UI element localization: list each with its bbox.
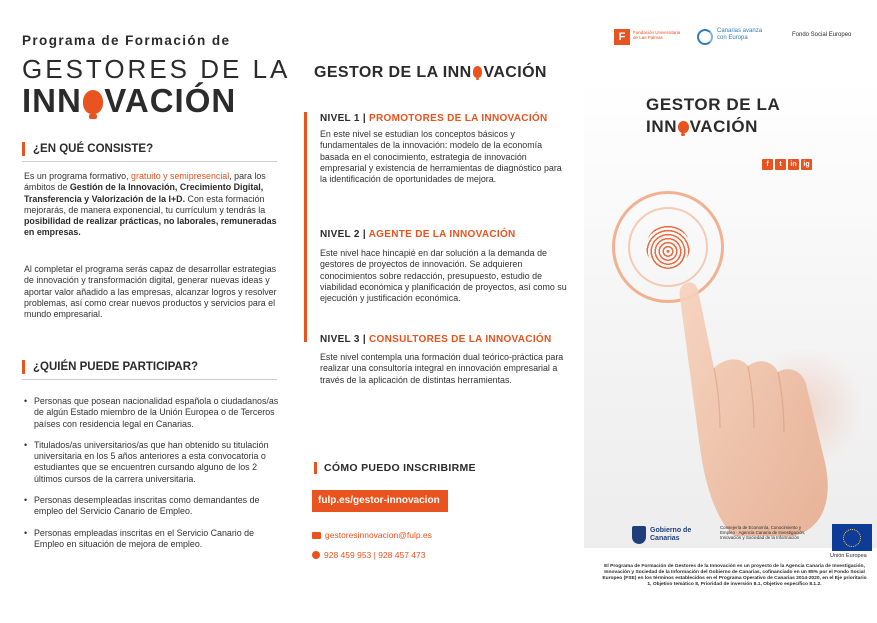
level-heading	[320, 334, 552, 345]
participants-list	[24, 396, 282, 560]
gestor-title	[314, 64, 547, 82]
fulp-logo-icon: F	[614, 29, 630, 45]
right-panel	[584, 0, 877, 623]
separator: |	[362, 229, 366, 240]
list-item: • Personas empleadas inscritas en el Servicio Canario de Empleo en situación de mejora de empleo.	[24, 528, 282, 551]
level-label: NIVEL 3	[320, 334, 360, 345]
social-icons	[762, 153, 814, 171]
outcomes-paragraph: Al completar el programa serás capaz de desarrollar estrategias de innovación y transformación digital, generar nuevas ideas y aportar valor añadido a las empresas, alcanzar logros y resolver problemas, así como crear nuevos productos y servicios para el mundo empresarial.	[24, 264, 277, 320]
canarias-circle-icon	[697, 29, 713, 45]
hand-illustration	[674, 278, 854, 538]
intro-text-2: , para los ámbitos de	[24, 171, 266, 193]
fingerprint-icon	[646, 225, 690, 269]
big-title-line1: GESTORES DE LA	[22, 54, 291, 84]
hero-title-line2	[646, 116, 780, 138]
big-title-part-b: VACIÓN	[104, 82, 237, 119]
level-label: NIVEL 1	[320, 113, 360, 124]
list-item: • Titulados/as universitarios/as que han obtenido su titulación universitaria en los 5 años anteriores a esta convocatoria o estudiantes que se encuentren cursando alguno de los 2 últimos cursos de la carrera universitaria.	[24, 440, 282, 485]
level-name: AGENTE DE LA INNOVACIÓN	[368, 229, 516, 240]
section-divider	[22, 379, 277, 380]
big-title-line2	[22, 83, 236, 119]
level-description: En este nivel se estudian los conceptos básicos y fundamentales de la innovación: modelo de la economía basada en el conocimiento, estrategia de innovación empresarial y existencia de herramientas de diagnóstico para la identificación de oportunidades de mejora.	[320, 129, 562, 185]
canarias-avanza-logo	[697, 27, 767, 49]
gobierno-canarias-shield-icon	[632, 526, 646, 544]
intro-highlight: gratuito y semipresencial	[131, 171, 230, 181]
gestor-title-b: VACIÓN	[483, 64, 547, 81]
eu-flag-icon	[832, 524, 872, 551]
hero-title-part-a: INN	[646, 117, 678, 136]
intro-bold: Gestión de la Innovación, Crecimiento Digital, Transferencia y Valorización de la I+D.	[24, 182, 264, 204]
list-item: • Personas desempleadas inscritas como demandantes de empleo del Servicio Canario de Empleo.	[24, 495, 282, 518]
lightbulb-icon	[678, 121, 689, 133]
phone-contact[interactable]	[312, 550, 425, 560]
middle-panel	[292, 0, 584, 623]
intro-text-1: Es un programa formativo,	[24, 171, 132, 181]
canarias-logo-text: Canarias avanza con Europa	[717, 28, 763, 41]
consejeria-text: Consejería de Economía, Conocimiento y Empleo · Agencia Canaria de Investigación, Innovación y Sociedad de la Información	[720, 525, 806, 540]
twitter-icon[interactable]: t	[775, 159, 786, 170]
level-description: Este nivel contempla una formación dual teórico-práctica para realizar una consultoría integral en innovación empresarial a través de la aplicación de distintas herramientas.	[320, 352, 564, 385]
hero-title-part-b: VACIÓN	[689, 117, 759, 136]
lightbulb-icon	[83, 90, 103, 114]
program-title: Programa de Formación de	[22, 33, 231, 48]
gestor-title-a: GESTOR DE LA INN	[314, 64, 472, 81]
mail-icon	[312, 532, 321, 539]
level-description: Este nivel hace hincapié en dar solución a la demanda de gestores de proyectos de innovación. Se adquieren conocimientos sobre redacción, presupuesto, estudio de viabilidad económica y planificación de proyectos, así como su ejecución y justificación económica.	[320, 248, 567, 304]
email-text: gestoresinnovacion@fulp.es	[325, 530, 432, 540]
hero-title-line1: GESTOR DE LA	[646, 95, 781, 114]
intro-paragraph	[24, 171, 279, 239]
phone-icon	[312, 551, 320, 559]
section-heading-who: ¿QUIÉN PUEDE PARTICIPAR?	[22, 360, 198, 374]
eu-text: Unión Europea	[830, 553, 867, 559]
level-heading	[320, 113, 548, 124]
level-heading	[320, 229, 516, 240]
signup-url-link[interactable]: fulp.es/gestor-innovacion	[312, 490, 448, 512]
phone-text: 928 459 953 | 928 457 473	[324, 550, 426, 560]
section-heading-what: ¿EN QUÉ CONSISTE?	[22, 142, 153, 156]
intro-text-3: Con esta formación mejorarás, de manera exponencial, tu currículum y tendrás la	[24, 193, 266, 215]
instagram-icon[interactable]: ig	[801, 159, 812, 170]
fulp-logo-text: Fundación Universitaria de Las Palmas	[633, 30, 681, 41]
separator: |	[362, 113, 366, 124]
levels-accent-bar	[304, 112, 307, 342]
fulp-logo	[614, 27, 684, 49]
level-name: PROMOTORES DE LA INNOVACIÓN	[369, 113, 548, 124]
lightbulb-icon	[473, 66, 483, 78]
linkedin-icon[interactable]: in	[788, 159, 799, 170]
section-divider	[22, 161, 277, 162]
signup-heading: CÓMO PUEDO INSCRIBIRME	[314, 462, 476, 474]
left-panel	[0, 0, 292, 623]
big-title-part-a: INN	[22, 82, 82, 119]
gobierno-canarias-text: Gobierno de Canarias	[650, 527, 692, 542]
list-item: • Personas que posean nacionalidad española o ciudadanos/as de algún Estado miembro de la Unión Europea o de Terceros países con residencia legal en Canarias.	[24, 396, 282, 430]
intro-bold-2: posibilidad de realizar prácticas, no laborales, remuneradas en empresas.	[24, 216, 277, 238]
email-contact[interactable]	[312, 530, 432, 540]
hero-image	[584, 78, 877, 548]
fse-logo-text: Fondo Social Europeo	[792, 32, 852, 38]
level-name: CONSULTORES DE LA INNOVACIÓN	[369, 334, 552, 345]
facebook-icon[interactable]: f	[762, 159, 773, 170]
separator: |	[362, 334, 366, 345]
institutional-logos	[632, 524, 872, 558]
hero-title	[646, 94, 780, 138]
level-label: NIVEL 2	[320, 229, 360, 240]
eu-stars-icon	[843, 529, 861, 547]
funding-footnote: El Programa de Formación de Gestores de la Innovación es un proyecto de la Agencia Canaria de Investigación, Innovación y Sociedad de la Información del Gobierno de Canarias, cofinanciado en un 85% por el Fondo Social Europeo (FSE) en los términos establecidos en el Programa Operativo de Canarias 2014-2020, en el Eje prioritario 1, Objetivo temático 8, Prioridad de inversión 8.1, Objetivo específico 8.1.2.	[602, 564, 867, 587]
